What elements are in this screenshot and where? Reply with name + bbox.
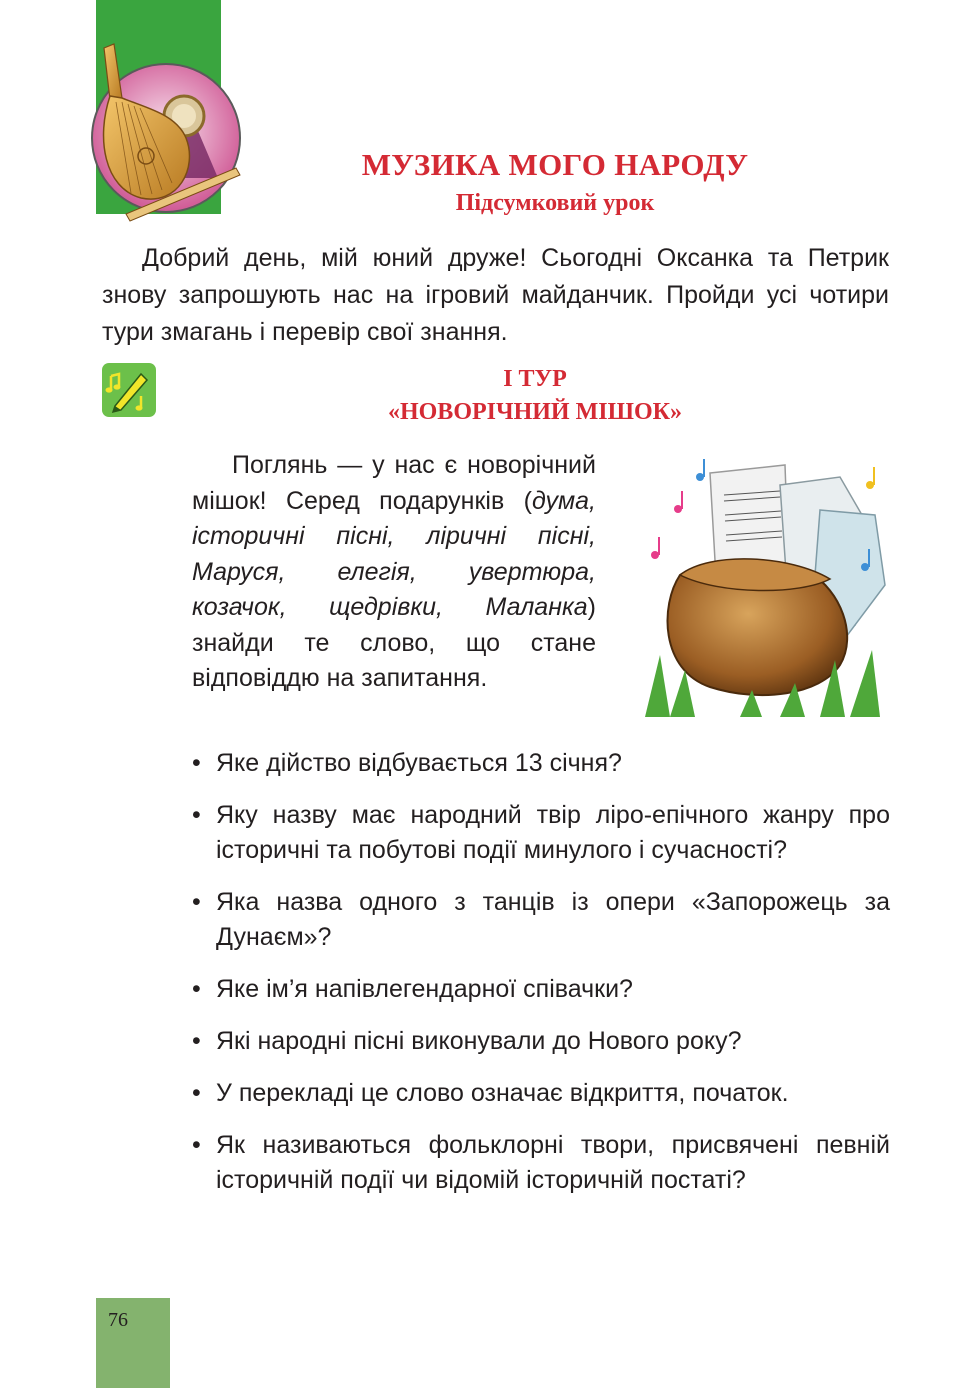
quiz-lead: Поглянь — у нас є новорічний мішок! Серед подарунків ( [192,451,596,515]
quiz-word-list: дума, історичні пісні, ліричні пісні, Маруся, елегія, увертюра, козачок, щедрівки, Маланка [192,486,596,621]
page-subtitle: Підсумковий урок [455,190,655,216]
list-item: • Яке дійство відбувається 13 січня? [192,746,890,781]
list-item: • Які народні пісні виконували до Нового року? [192,1024,890,1059]
page-number: 76 [108,1309,128,1331]
list-item: • Яке ім’я напівлегендарної співачки? [192,972,890,1007]
page-title: МУЗИКА МОГО НАРОДУ [361,147,749,182]
round-number: І ТУР [503,366,567,392]
list-item: • У перекладі це слово означає відкриття, початок. [192,1076,890,1111]
intro-paragraph: Добрий день, мій юний друже! Сьогодні Оксанка та Петрик знову запрошують нас на ігровий майданчик. Пройди усі чотири тури змагань і перевір свої знання. [102,244,889,346]
question-list [192,746,890,1198]
sack-with-sheet-music-icon [640,455,892,717]
quiz-paragraph [192,448,596,697]
page-number-box [96,1298,170,1388]
list-item: • Яка назва одного з танців із опери «Запорожець за Дунаєм»? [192,885,890,955]
bandura-sopilka-tambourine-icon [86,38,246,228]
round-name: «НОВОРІЧНИЙ МІШОК» [387,399,683,425]
list-item: • Яку назву має народний твір ліро-епічного жанру про історичні та побутові події минулого і сучасності? [192,798,890,868]
music-pen-icon [101,362,157,418]
list-item: • Як називаються фольклорні твори, присвячені певній історичній події чи відомій історичній постаті? [192,1128,890,1198]
quiz-tail: ) знайди те слово, що стане відповіддю на запитання. [192,593,596,692]
